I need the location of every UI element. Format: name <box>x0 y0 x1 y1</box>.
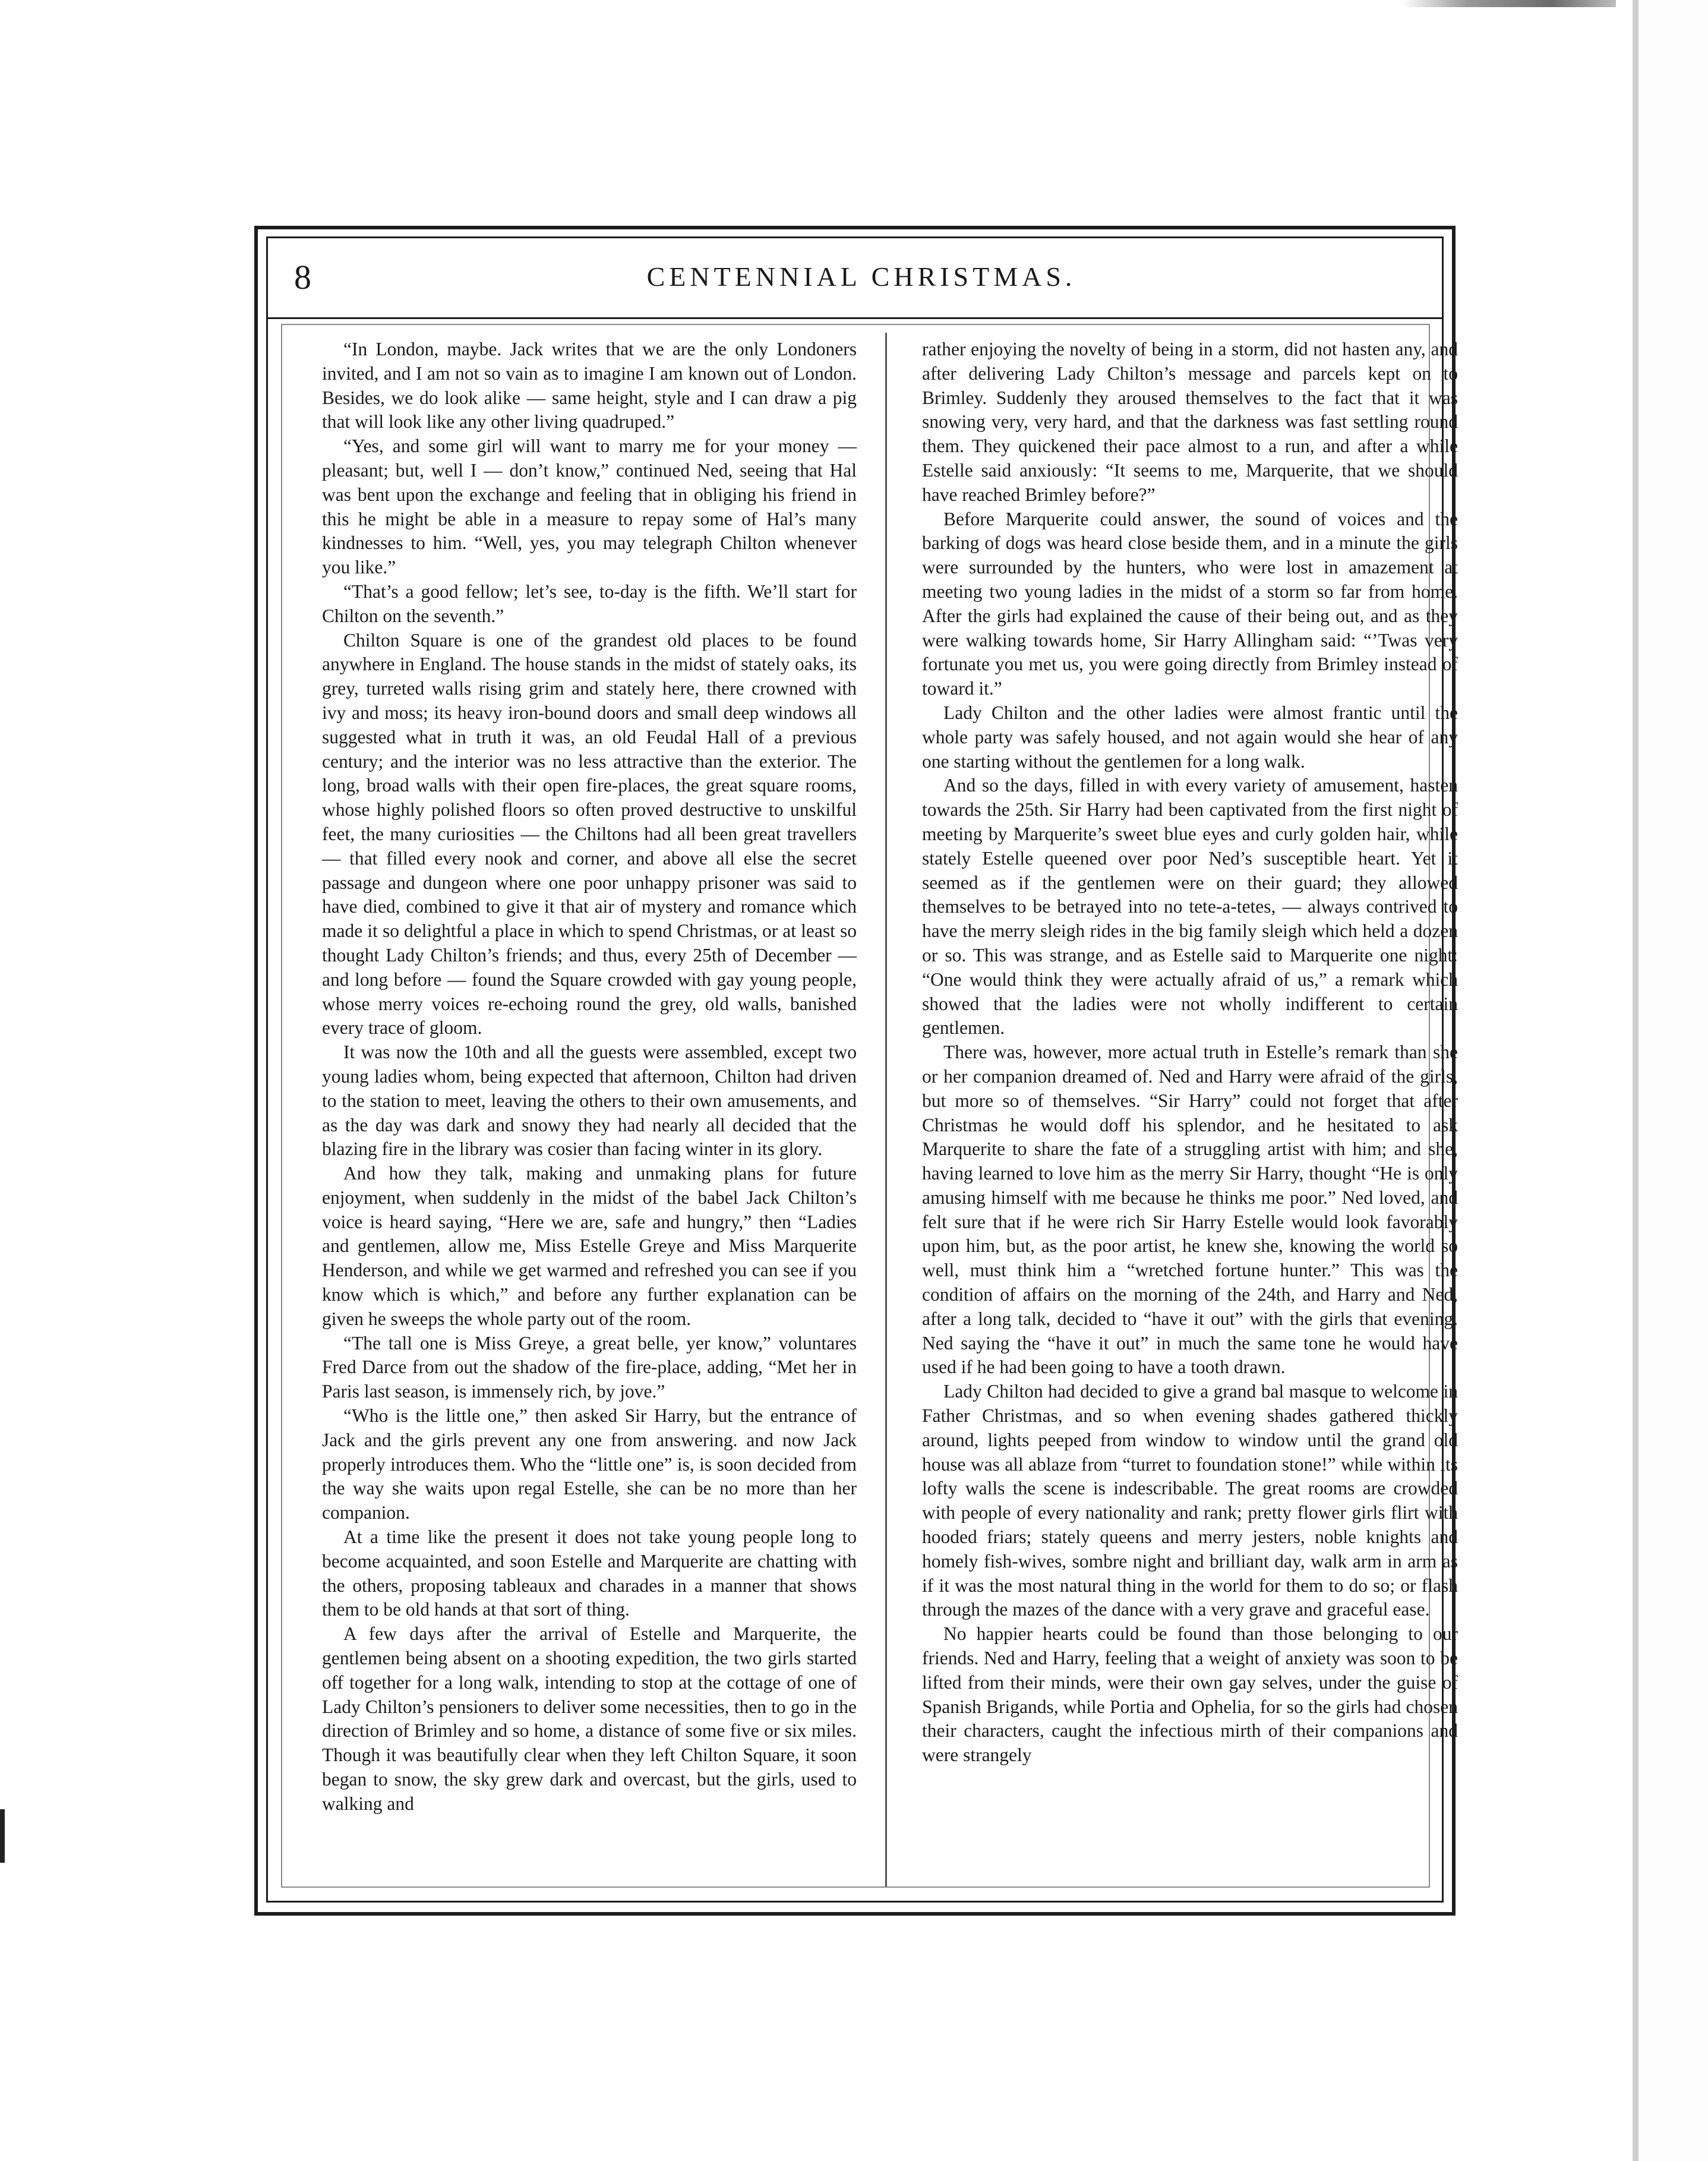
paragraph: Before Marquerite could answer, the sound of voices and the barking of dogs was heard close beside them, and in a minute the girls were surrounded by the hunters, who were lost in amazement at meeting two young ladies in the midst of a storm so far from home. After the girls had explained the cause of their being out, and as they were walking towards home, Sir Harry Allingham said: “’Twas very fortunate you met us, you were going directly from Brimley instead of toward it.” <box>922 508 1458 699</box>
column-divider <box>885 333 887 1886</box>
scan-artifact-top <box>1402 0 1616 7</box>
paragraph: There was, however, more actual truth in Estelle’s remark than she or her companion dreamed of. Ned and Harry were afraid of the girls, but more so of themselves. “Sir Harry” could not forget that after Christmas he would doff his splendor, and he hesitated to ask Marquerite to share the fate of a struggling artist with him; and she, having learned to love him as the merry Sir Harry, thought “He is only amusing himself with me because he thinks me poor.” Ned loved, and felt sure that if he were rich Sir Harry Estelle would look favorably upon him, but, as the poor artist, he knew she, knowing the world so well, must think him a “wretched fortune hunter.” This was the condition of affairs on the morning of the 24th, and Harry and Ned, after a long talk, decided to “have it out” with the girls that evening. Ned saying the “have it out” in much the same tone he would have used if he had been going to have a tooth drawn. <box>922 1042 1458 1378</box>
paragraph: And so the days, filled in with every variety of amusement, hasten towards the 25th. Sir Harry had been captivated from the first night of meeting by Marquerite’s sweet blue eyes and curly golden hair, while stately Estelle queened over poor Ned’s susceptible heart. Yet it seemed as if the gentlemen were on their guard; they allowed themselves to be betrayed into no tete-a-tetes, — always contrived to have the merry sleigh rides in the big family sleigh which held a dozen or so. This was strange, and as Estelle said to Marquerite one night: “One would think they were actually afraid of us,” a remark which showed that the ladies were not wholly indifferent to certain gentlemen. <box>922 775 1458 1039</box>
paragraph: Lady Chilton had decided to give a grand bal masque to welcome in Father Christmas, and so when evening shades gathered thickly around, lights peeped from window to window until the grand old house was all ablaze from “turret to foundation stone!” while within its lofty walls the scene is indescribable. The great rooms are crowded with people of every nationality and rank; pretty flower girls flirt with hooded friars; stately queens and merry jesters, noble knights and homely fish-wives, sombre night and brilliant day, walk arm in arm as if it was the most natural thing in the world for them to do so; or flash through the mazes of the dance with a very grave and graceful ease. <box>922 1381 1458 1620</box>
header-rule <box>268 317 1442 319</box>
paragraph: “Yes, and some girl will want to marry me for your money — pleasant; but, well I — don’t know,” continued Ned, seeing that Hal was bent upon the exchange and feeling that in obliging his friend in this he might be able in a measure to repay some of Hal’s many kindnesses to him. “Well, yes, you may telegraph Chilton whenever you like.” <box>322 436 857 578</box>
paragraph: A few days after the arrival of Estelle and Marquerite, the gentlemen being absent on a shooting expedition, the two girls started off together for a long walk, intending to stop at the cottage of one of Lady Chilton’s pensioners to deliver some necessities, then to go in the direction of Brimley and so home, a distance of some five or six miles. Though it was beautifully clear when they left Chilton Square, it soon began to snow, the sky grew dark and overcast, but the girls, used to walking and <box>322 1623 857 1814</box>
scan-margin-right <box>1638 0 1708 2161</box>
paragraph: “Who is the little one,” then asked Sir Harry, but the entrance of Jack and the girls prevent any one from answering. and now Jack properly introduces them. Who the “little one” is, is soon decided from the way she waits upon regal Estelle, she can be no more than her companion. <box>322 1405 857 1523</box>
paragraph: “In London, maybe. Jack writes that we are the only Londoners invited, and I am not so vain as to imagine I am known out of London. Besides, we do look alike — same height, style and I can draw a pig that will look like any other living quadruped.” <box>322 339 857 433</box>
right-column <box>922 337 1458 1768</box>
left-column <box>322 337 857 1816</box>
paragraph: rather enjoying the novelty of being in a storm, did not hasten any, and after delivering Lady Chilton’s message and parcels kept on to Brimley. Suddenly they aroused themselves to the fact that it was snowing very, very hard, and that the darkness was fast settling round them. They quickened their pace almost to a run, and after a while Estelle said anxiously: “It seems to me, Marquerite, that we should have reached Brimley before?” <box>922 339 1458 505</box>
running-title: CENTENNIAL CHRISTMAS. <box>646 261 1076 292</box>
scan-edge-shadow <box>1633 0 1638 2161</box>
scan-artifact-left <box>0 1809 5 1863</box>
paragraph: No happier hearts could be found than those belonging to our friends. Ned and Harry, feeling that a weight of anxiety was soon to be lifted from their minds, were their own gay selves, under the guise of Spanish Brigands, while Portia and Ophelia, for so the girls had chosen their characters, caught the infectious mirth of their companions and were strangely <box>922 1623 1458 1766</box>
paragraph: Lady Chilton and the other ladies were almost frantic until the whole party was safely housed, and not again would she hear of any one starting without the gentlemen for a long walk. <box>922 702 1458 772</box>
paragraph: “That’s a good fellow; let’s see, to-day is the fifth. We’ll start for Chilton on the seventh.” <box>322 581 857 626</box>
page-number: 8 <box>294 258 311 296</box>
paragraph: Chilton Square is one of the grandest old places to be found anywhere in England. The house stands in the midst of stately oaks, its grey, turreted walls rising grim and stately here, there crowned with ivy and moss; its heavy iron-bound doors and small deep windows all suggested what in truth it was, an old Feudal Hall of a previous century; and the interior was no less attractive than the exterior. The long, broad walls with their open fire-places, the great square rooms, whose highly polished floors so often proved destructive to unskilful feet, the many curiosities — the Chiltons had all been great travellers — that filled every nook and corner, and above all else the secret passage and dungeon where one poor unhappy prisoner was said to have died, combined to give it that air of mystery and romance which made it so delightful a place in which to spend Christmas, or at least so thought Lady Chilton’s friends; and thus, every 25th of December — and long before — found the Square crowded with gay young people, whose merry voices re-echoing round the grey, old walls, banished every trace of gloom. <box>322 629 857 1039</box>
paragraph: At a time like the present it does not take young people long to become acquainted, and soon Estelle and Marquerite are chatting with the others, proposing tableaux and charades in a manner that shows them to be old hands at that sort of thing. <box>322 1526 857 1620</box>
paragraph: It was now the 10th and all the guests were assembled, except two young ladies whom, being expected that afternoon, Chilton had driven to the station to meet, leaving the others to their own amusements, and as the day was dark and snowy they had nearly all decided that the blazing fire in the library was cosier than facing winter in its glory. <box>322 1042 857 1160</box>
paragraph: And how they talk, making and unmaking plans for future enjoyment, when suddenly in the midst of the babel Jack Chilton’s voice is heard saying, “Here we are, safe and hungry,” then “Ladies and gentlemen, allow me, Miss Estelle Greye and Miss Marquerite Henderson, and while we get warmed and refreshed you can see if you know which is which,” and before any further explanation can be given he sweeps the whole party out of the room. <box>322 1163 857 1329</box>
paragraph: “The tall one is Miss Greye, a great belle, yer know,” voluntares Fred Darce from out the shadow of the fire-place, adding, “Met her in Paris last season, is immensely rich, by jove.” <box>322 1332 857 1402</box>
